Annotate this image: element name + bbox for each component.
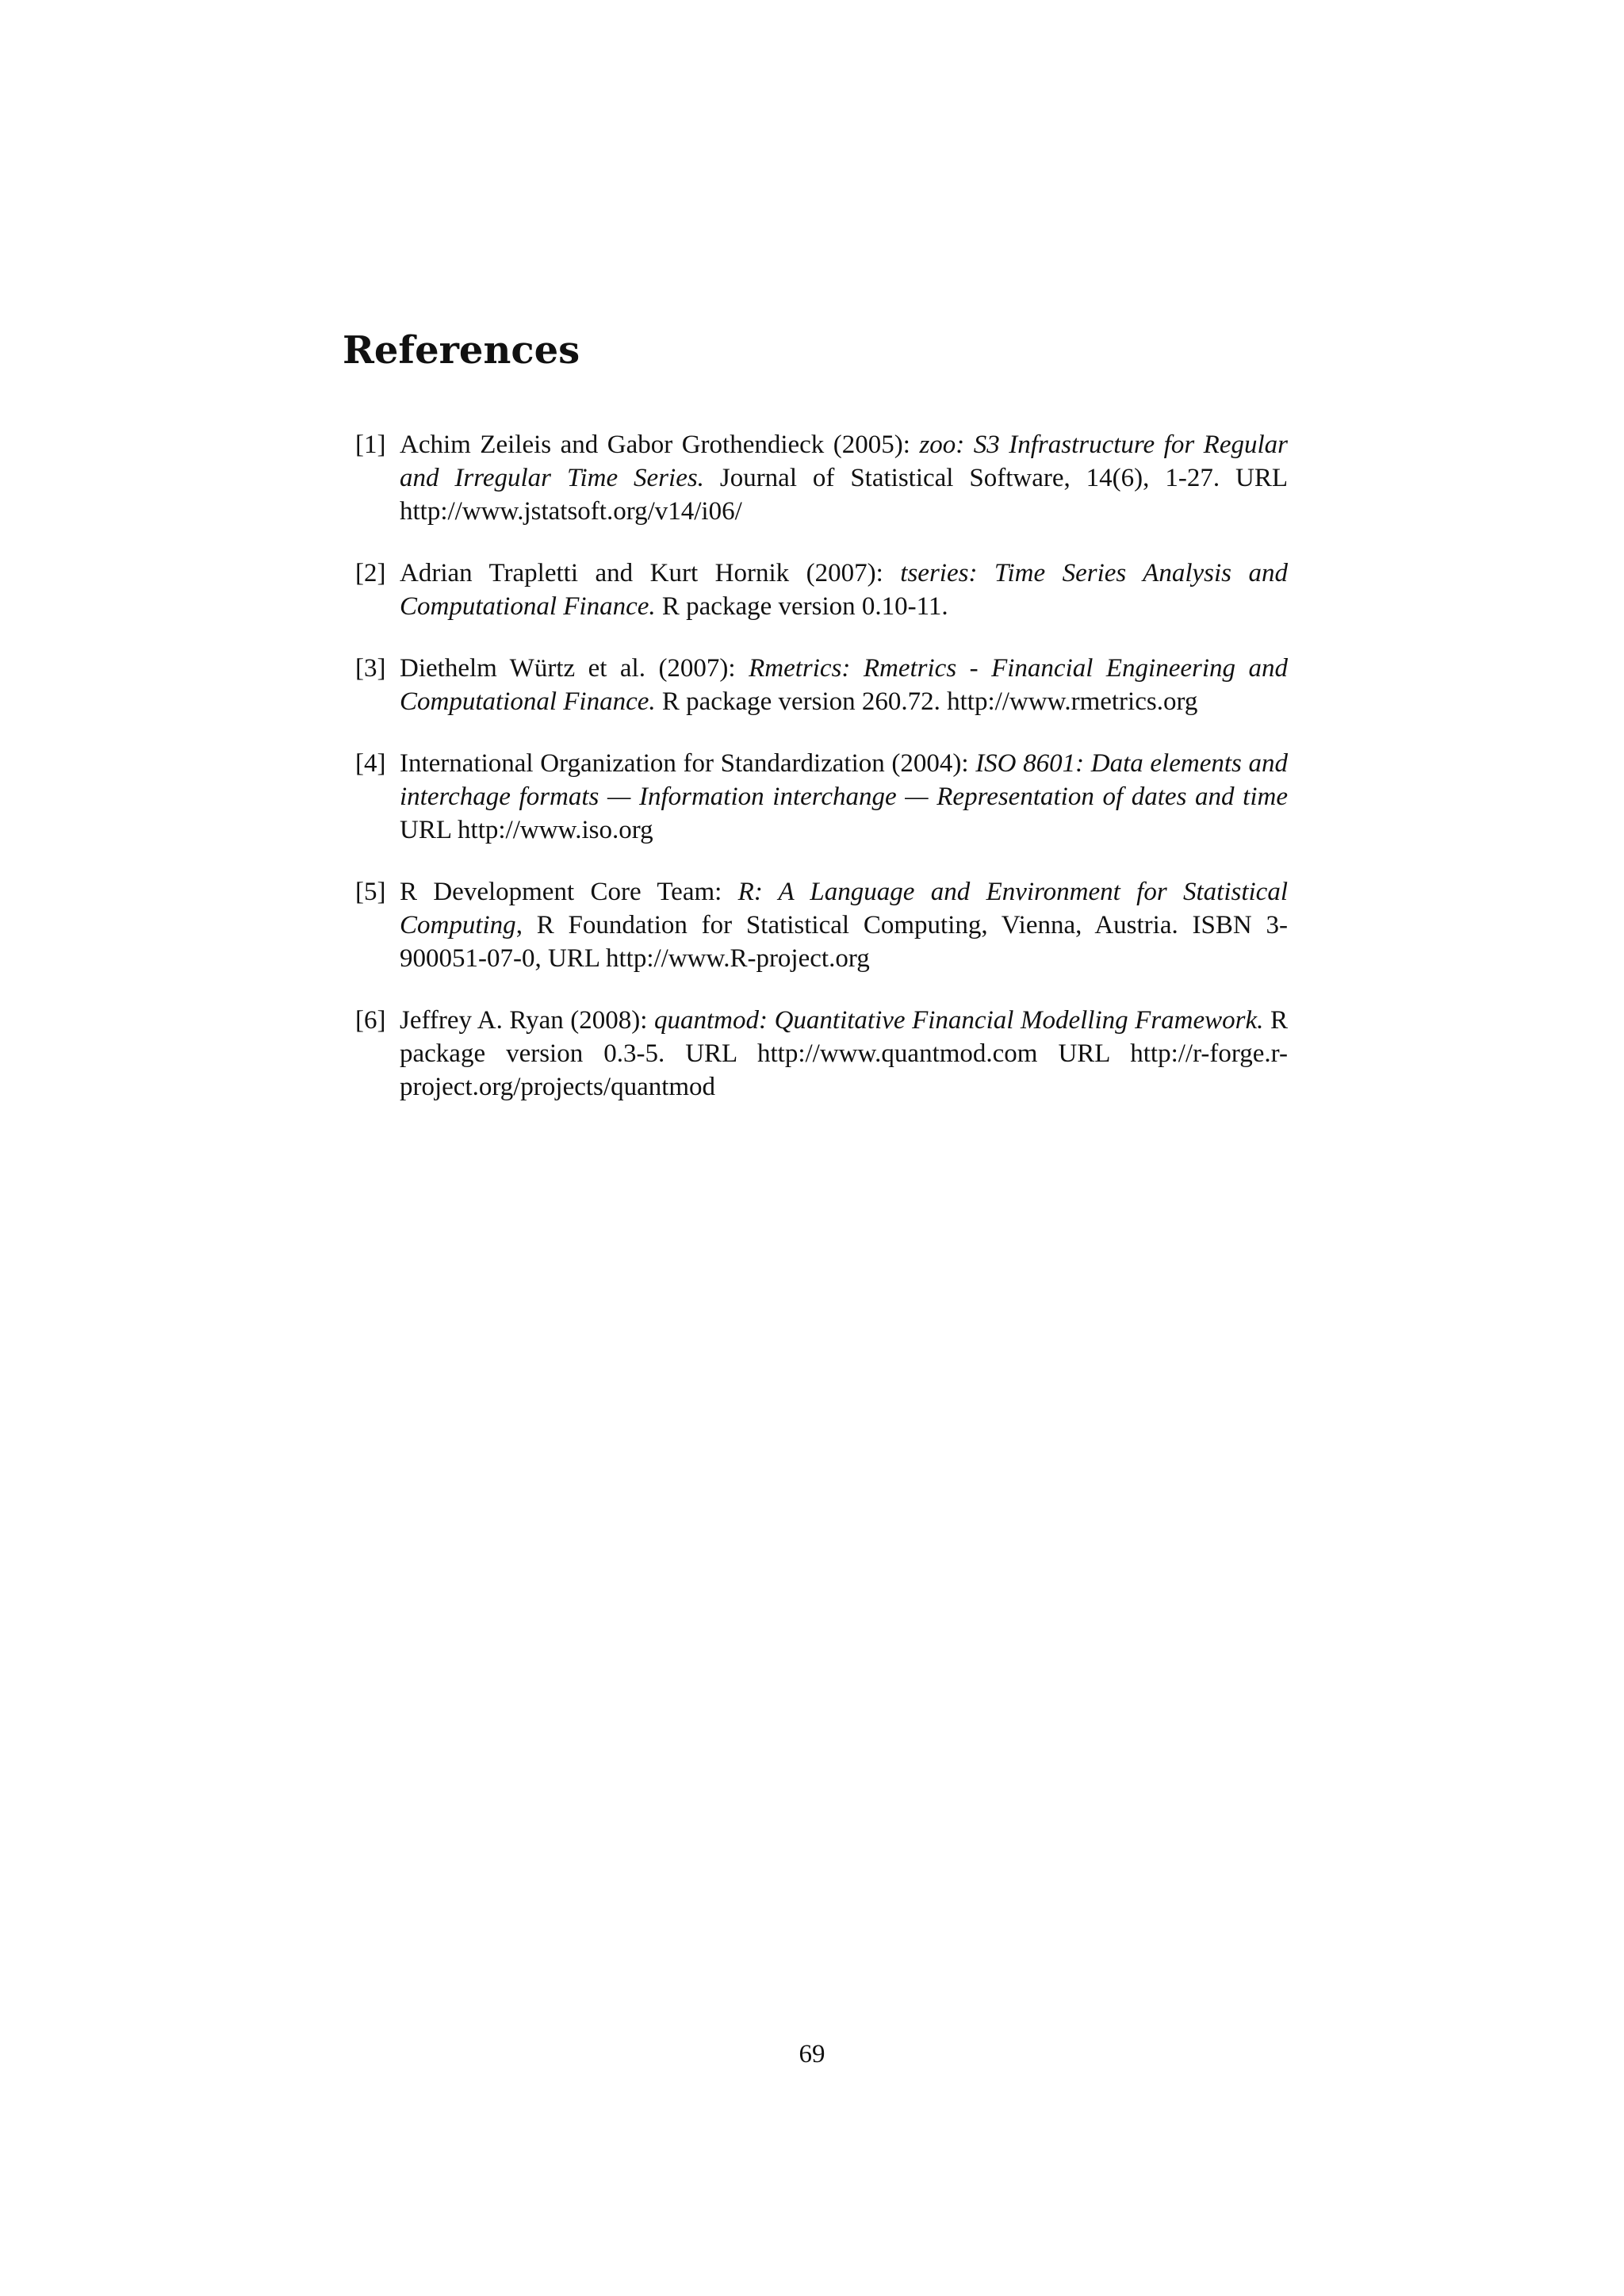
- reference-item-1: [343, 428, 1288, 528]
- reference-details: R package version 0.10-11.: [655, 592, 948, 621]
- reference-authors: Jeffrey A. Ryan (2008):: [400, 1006, 655, 1035]
- reference-details: Journal of Statistical Software, 14(6), 1-27. URL http://www.jstatsoft.org/v14/i06/: [400, 464, 1288, 526]
- reference-number: [2]: [355, 559, 386, 587]
- reference-title: quantmod: Quantitative Financial Modelling Framework.: [654, 1006, 1264, 1035]
- reference-details: R package version 0.3-5. URL http://www.quantmod.com URL http://r-forge.r-project.org/projects/quantmod: [400, 1006, 1288, 1101]
- reference-text: [400, 428, 1288, 528]
- reference-details: R package version 260.72. http://www.rmetrics.org: [655, 687, 1198, 716]
- reference-item-4: [343, 747, 1288, 847]
- reference-item-5: [343, 875, 1288, 975]
- reference-text: [400, 747, 1288, 847]
- reference-authors: Achim Zeileis and Gabor Grothendieck (2005):: [400, 430, 920, 459]
- reference-text: [400, 1004, 1288, 1104]
- reference-number: [5]: [355, 878, 386, 906]
- reference-item-6: [343, 1004, 1288, 1104]
- reference-title: Rmetrics: Rmetrics - Financial Engineering and Computational Finance.: [400, 654, 1288, 716]
- section-title: References: [343, 328, 580, 373]
- reference-authors: International Organization for Standardization (2004):: [400, 749, 976, 778]
- reference-details: , R Foundation for Statistical Computing, Vienna, Austria. ISBN 3-900051-07-0, URL http://www.R-project.org: [400, 911, 1288, 973]
- reference-item-2: [343, 557, 1288, 623]
- reference-authors: Diethelm Würtz et al. (2007):: [400, 654, 749, 683]
- reference-authors: R Development Core Team:: [400, 878, 738, 906]
- reference-number: [1]: [355, 430, 386, 459]
- reference-list: [343, 428, 1288, 1132]
- reference-text: [400, 557, 1288, 623]
- reference-title: zoo: S3 Infrastructure for Regular and Irregular Time Series.: [400, 430, 1288, 492]
- reference-text: [400, 875, 1288, 975]
- reference-title: ISO 8601: Data elements and interchage formats — Information interchange — Representation of dates and time: [400, 749, 1288, 811]
- reference-item-3: [343, 652, 1288, 718]
- reference-title: tseries: Time Series Analysis and Computational Finance.: [400, 559, 1288, 621]
- reference-text: [400, 652, 1288, 718]
- reference-details: URL http://www.iso.org: [400, 816, 653, 844]
- reference-number: [3]: [355, 654, 386, 683]
- reference-authors: Adrian Trapletti and Kurt Hornik (2007):: [400, 559, 901, 587]
- reference-title: R: A Language and Environment for Statistical Computing: [400, 878, 1288, 939]
- page-number: 69: [799, 2040, 825, 2068]
- reference-number: [4]: [355, 749, 386, 778]
- reference-number: [6]: [355, 1006, 386, 1035]
